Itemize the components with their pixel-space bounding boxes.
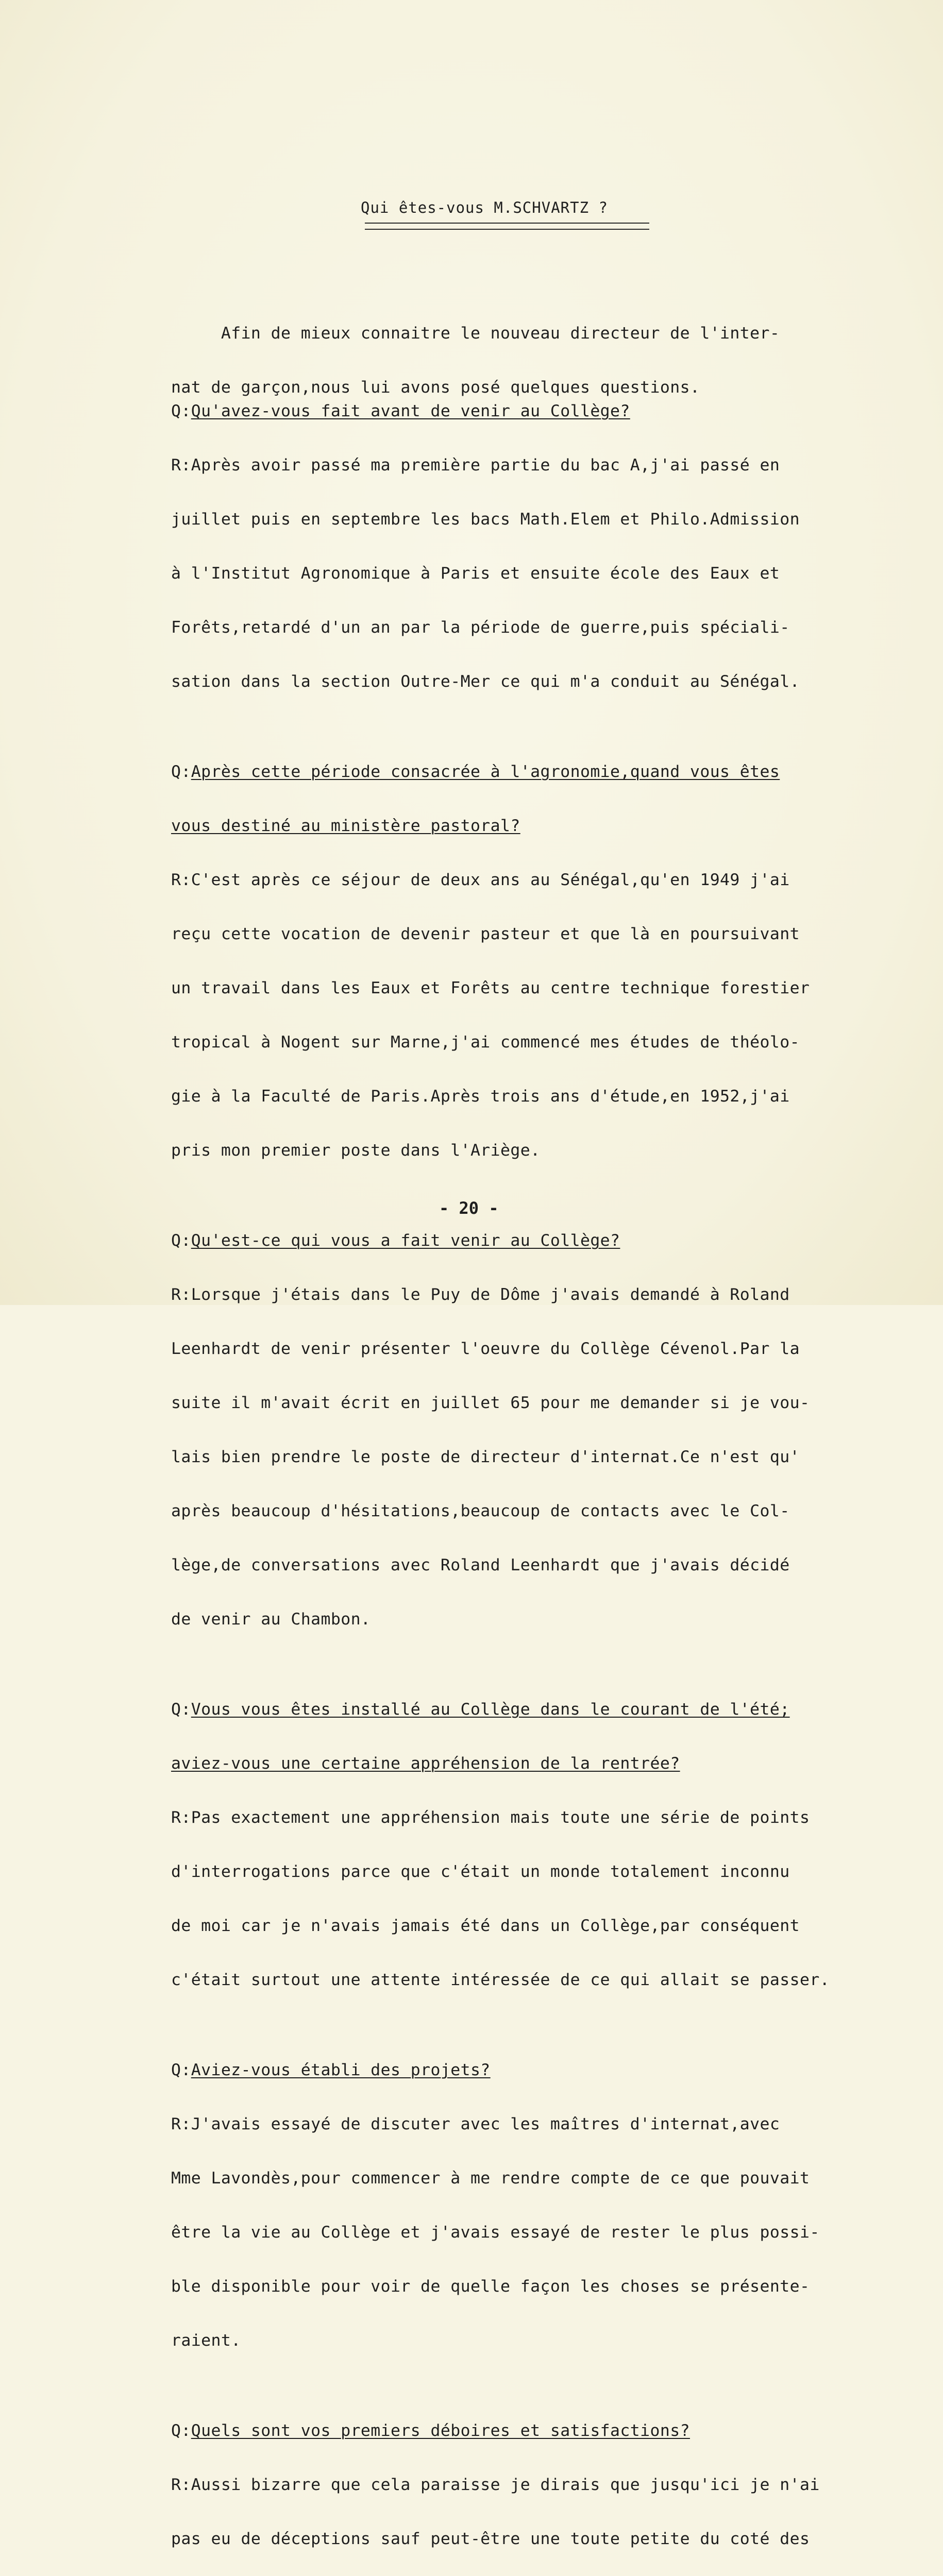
answer-line: R:Après avoir passé ma première partie du bac A,j'ai passé en [171, 456, 780, 474]
answer-line: un travail dans les Eaux et Forêts au centre technique forestier [171, 979, 810, 997]
answer-line: à l'Institut Agronomique à Paris et ensuite école des Eaux et [171, 564, 780, 583]
answer-line: Leenhardt de venir présenter l'oeuvre du Collège Cévenol.Par la [171, 1340, 800, 1358]
answer-line: Mme Lavondès,pour commencer à me rendre compte de ce que pouvait [171, 2169, 810, 2188]
question-line [171, 763, 903, 781]
page-number: - 20 - [439, 1198, 499, 1218]
answer-line: R:Lorsque j'étais dans le Puy de Dôme j'avais demandé à Roland [171, 1285, 790, 1304]
answer-line: lais bien prendre le poste de directeur d'internat.Ce n'est qu' [171, 1448, 800, 1466]
answer-line: raient. [171, 2331, 241, 2350]
question-prefix: Q: [171, 402, 191, 420]
question-line [171, 817, 903, 835]
answer-line: R:J'avais essayé de discuter avec les maîtres d'internat,avec [171, 2115, 780, 2133]
question-text: Quels sont vos premiers déboires et satisfactions? [191, 2421, 690, 2440]
answer-line: d'interrogations parce que c'était un monde totalement inconnu [171, 1862, 790, 1881]
answer-line: lège,de conversations avec Roland Leenhardt que j'avais décidé [171, 1556, 790, 1574]
answer-line: R:Pas exactement une appréhension mais toute une série de points [171, 1808, 810, 1827]
question-prefix: Q: [171, 2061, 191, 2079]
question-line [171, 1232, 903, 1250]
interview-qa [171, 348, 903, 2576]
answer-line: R:Aussi bizarre que cela paraisse je dirais que jusqu'ici je n'ai [171, 2476, 820, 2494]
question-line [171, 2061, 903, 2079]
answer-line: sation dans la section Outre-Mer ce qui m'a conduit au Sénégal. [171, 672, 800, 691]
answer-line: pas eu de déceptions sauf peut-être une toute petite du coté des [171, 2530, 810, 2548]
answer-line: Forêts,retardé d'un an par la période de guerre,puis spéciali- [171, 618, 790, 637]
question-text: Qu'est-ce qui vous a fait venir au Collège? [191, 1231, 620, 1250]
question-line [171, 1755, 903, 1773]
answer-line: ble disponible pour voir de quelle façon les choses se présente- [171, 2277, 810, 2296]
answer-line: suite il m'avait écrit en juillet 65 pour me demander si je vou- [171, 1394, 810, 1412]
question-text: Qu'avez-vous fait avant de venir au Collège? [191, 402, 630, 420]
title-double-underline [365, 223, 649, 230]
answer-line: être la vie au Collège et j'avais essayé de rester le plus possi- [171, 2223, 820, 2242]
question-line [171, 2422, 903, 2440]
answer-line: pris mon premier poste dans l'Ariège. [171, 1141, 541, 1160]
question-line [171, 1701, 903, 1719]
question-text: Vous vous êtes installé au Collège dans le courant de l'été; [191, 1700, 790, 1719]
intro-line: Afin de mieux connaitre le nouveau directeur de l'inter- [171, 324, 780, 343]
answer-line: c'était surtout une attente intéressée de ce qui allait se passer. [171, 1971, 830, 1989]
question-text: Aviez-vous établi des projets? [191, 2061, 491, 2079]
question-prefix: Q: [171, 2421, 191, 2440]
answer-line: après beaucoup d'hésitations,beaucoup de contacts avec le Col- [171, 1502, 790, 1520]
answer-line: gie à la Faculté de Paris.Après trois ans d'étude,en 1952,j'ai [171, 1087, 790, 1106]
page-title: Qui êtes-vous M.SCHVARTZ ? [361, 199, 608, 216]
question-prefix: Q: [171, 1700, 191, 1719]
answer-line: reçu cette vocation de devenir pasteur et que là en poursuivant [171, 925, 800, 943]
question-text: vous destiné au ministère pastoral? [171, 817, 520, 835]
question-prefix: Q: [171, 762, 191, 781]
intro-line: nat de garçon,nous lui avons posé quelques questions. [171, 378, 700, 397]
answer-line: de moi car je n'avais jamais été dans un Collège,par conséquent [171, 1917, 800, 1935]
answer-line: de venir au Chambon. [171, 1610, 371, 1629]
answer-line: R:C'est après ce séjour de deux ans au Sénégal,qu'en 1949 j'ai [171, 871, 790, 889]
answer-line: juillet puis en septembre les bacs Math.Elem et Philo.Admission [171, 510, 800, 529]
question-prefix: Q: [171, 1231, 191, 1250]
question-text: Après cette période consacrée à l'agronomie,quand vous êtes [191, 762, 780, 781]
question-line [171, 402, 903, 420]
answer-line: tropical à Nogent sur Marne,j'ai commencé mes études de théolo- [171, 1033, 800, 1052]
question-text: aviez-vous une certaine appréhension de la rentrée? [171, 1754, 680, 1773]
